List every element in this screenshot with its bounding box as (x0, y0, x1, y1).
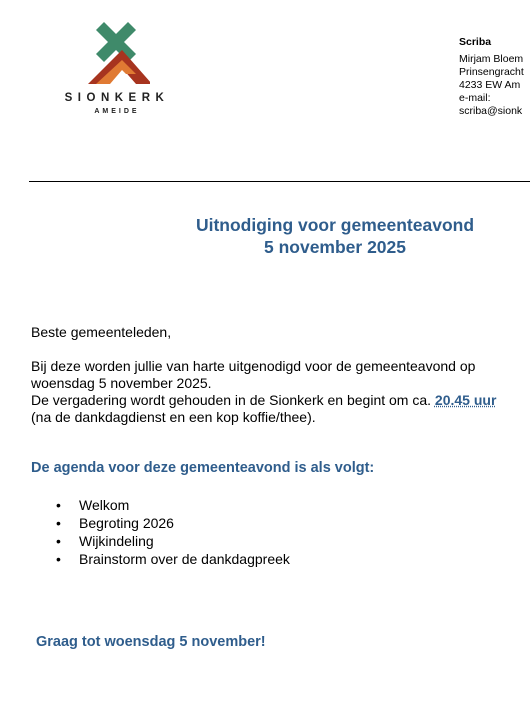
body-paragraph-2-text: De vergadering wordt gehouden in de Sionkerk en begint om ca. (31, 392, 435, 408)
title-line-1: Uitnodiging voor gemeenteavond (195, 215, 475, 235)
agenda-heading: De agenda voor deze gemeenteavond is als volgt: (31, 460, 375, 476)
body-paragraph-1: Bij deze worden jullie van harte uitgenodigd voor de gemeenteavond op woensdag 5 november 2025. (31, 358, 476, 391)
salutation: Beste gemeenteleden, (31, 324, 172, 340)
meeting-time-link[interactable]: 20.45 uur (434, 392, 497, 408)
agenda-item (56, 514, 290, 532)
agenda-item-label: Wijkindeling (79, 533, 154, 549)
bullet-icon: • (56, 533, 61, 549)
body-paragraph-3: (na de dankdagdienst en een kop koffie/thee). (31, 409, 316, 425)
bullet-icon: • (56, 497, 61, 513)
invitation-body (31, 358, 530, 426)
agenda-item-label: Begroting 2026 (79, 515, 174, 531)
church-cross-roof-icon (86, 22, 150, 86)
contact-role: Scriba (459, 36, 492, 48)
contact-email-label: e-mail: (459, 92, 491, 104)
contact-block (459, 36, 530, 118)
contact-email[interactable]: scriba@sionk (459, 105, 523, 117)
agenda-item-label: Welkom (79, 497, 130, 513)
bullet-icon: • (56, 551, 61, 567)
body-paragraph-2 (31, 392, 530, 409)
agenda-item-label: Brainstorm over de dankdagpreek (79, 551, 290, 567)
logo-name: SIONKERK (64, 92, 170, 104)
agenda-item (56, 550, 290, 568)
contact-name: Mirjam Bloem (459, 53, 524, 65)
closing-line: Graag tot woensdag 5 november! (36, 634, 266, 650)
bullet-icon: • (56, 515, 61, 531)
logo-place: AMEIDE (94, 108, 140, 115)
church-logo (52, 22, 182, 122)
agenda-list (56, 496, 290, 568)
contact-postcode: 4233 EW Am (459, 79, 521, 91)
agenda-item (56, 496, 290, 514)
document-title (140, 214, 530, 258)
title-line-2: 5 november 2025 (263, 237, 407, 257)
agenda-item (56, 532, 290, 550)
header-divider (29, 181, 530, 182)
contact-street: Prinsengracht (459, 66, 524, 78)
